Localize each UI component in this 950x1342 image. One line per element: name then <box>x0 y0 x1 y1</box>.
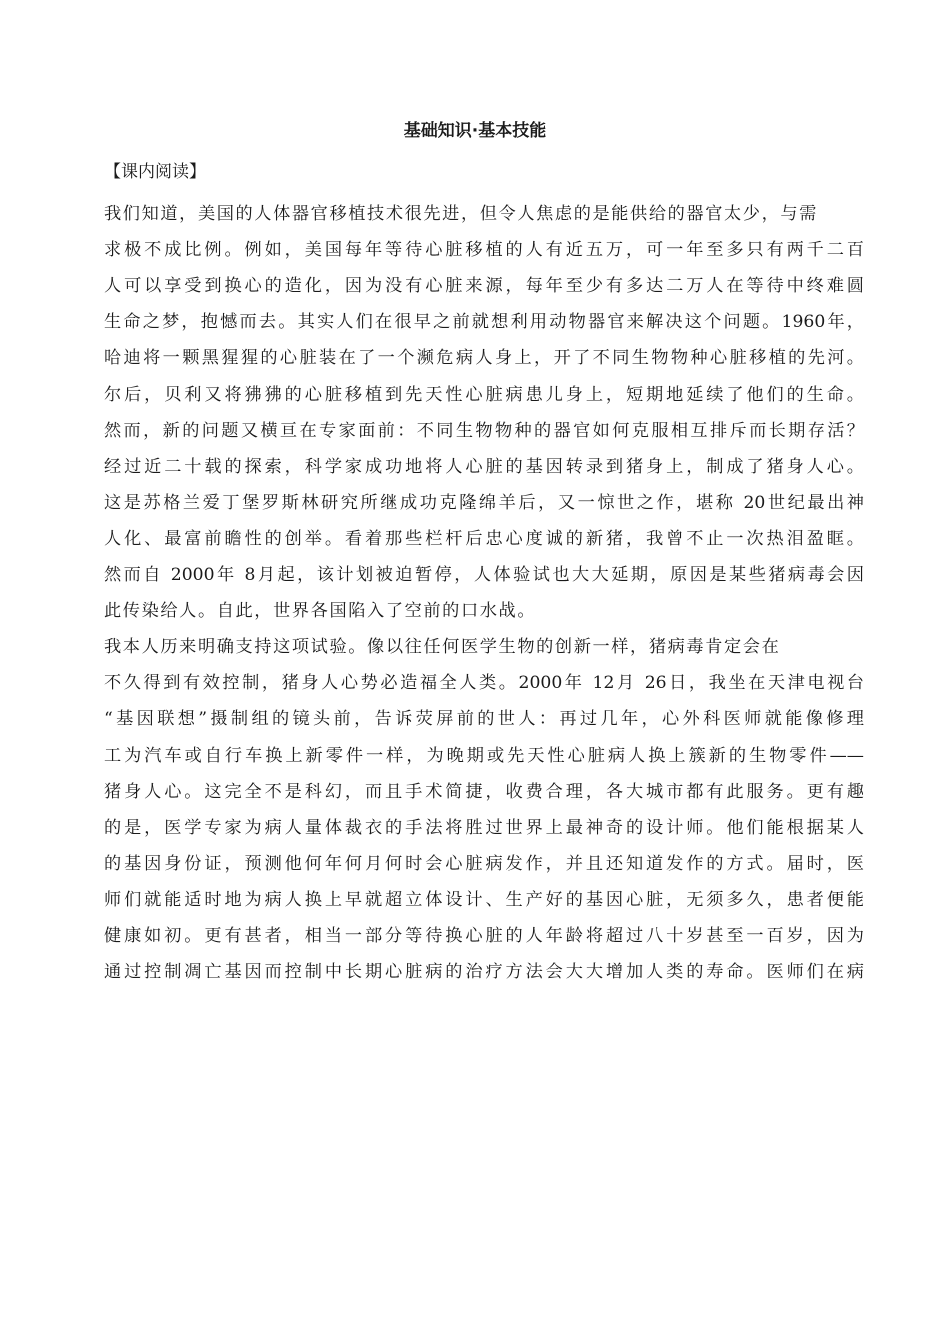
text-line: 人化、最富前瞻性的创举。看着那些栏杆后忠心度诚的新猪，我曾不止一次热泪盈眶。 <box>104 528 864 549</box>
text-line: 我们知道，美国的人体器官移植技术很先进，但令人焦虑的是能供给的器官太少，与需 <box>104 204 818 224</box>
text-line: 这是苏格兰爱丁堡罗斯林研究所继成功克隆绵羊后，又一惊世之作，堪称 20世纪最出神 <box>104 492 864 513</box>
text-line: 求极不成比例。例如，美国每年等待心脏移植的人有近五万，可一年至多只有两千二百 <box>104 240 864 261</box>
text-line: 生命之梦，抱憾而去。其实人们在很早之前就想利用动物器官来解决这个问题。1960年， <box>104 312 864 333</box>
text-line: 尔后，贝利又将狒狒的心脏移植到先天性心脏病患儿身上，短期地延续了他们的生命。 <box>104 384 864 405</box>
text-line: 工为汽车或自行车换上新零件一样，为晚期或先天性心脏病人换上簇新的生物零件—— <box>104 745 864 766</box>
text-line: 师们就能适时地为病人换上早就超立体设计、生产好的基因心脏，无须多久，患者便能 <box>104 889 864 910</box>
text-line: 然而，新的问题又横亘在专家面前：不同生物物种的器官如何克服相互排斥而长期存活？ <box>104 420 864 441</box>
text-line: 哈迪将一颗黑猩猩的心脏装在了一个濒危病人身上，开了不同生物物种心脏移植的先河。 <box>104 348 864 369</box>
text-line: 猪身人心。这完全不是科幻，而且手术简捷，收费合理，各大城市都有此服务。更有趣 <box>104 781 864 802</box>
text-line: 通过控制凋亡基因而控制中长期心脏病的治疗方法会大大增加人类的寿命。医师们在病 <box>104 962 864 983</box>
text-line: 的基因身份证，预测他何年何月何时会心脏病发作，并且还知道发作的方式。届时，医 <box>104 853 864 874</box>
text-line: 的是，医学专家为病人量体裁衣的手法将胜过世界上最神奇的设计师。他们能根据某人 <box>104 817 864 838</box>
section-label: 【课内阅读】 <box>104 162 206 182</box>
document-title: 基础知识·基本技能 <box>403 121 547 141</box>
text-line: 此传染给人。自此，世界各国陷入了空前的口水战。 <box>104 601 537 622</box>
text-line: 不久得到有效控制，猪身人心势必造福全人类。2000年 12月 26日，我坐在天津电视台 <box>104 673 864 694</box>
text-line: 经过近二十载的探索，科学家成功地将人心脏的基因转录到猪身上，制成了猪身人心。 <box>104 456 864 477</box>
text-line: 我本人历来明确支持这项试验。像以往任何医学生物的创新一样，猪病毒肯定会在 <box>104 637 781 658</box>
text-line: 健康如初。更有甚者，相当一部分等待换心脏的人年龄将超过八十岁甚至一百岁，因为 <box>104 926 864 946</box>
text-line: 然而自 2000年 8月起，该计划被迫暂停，人体验试也大大延期，原因是某些猪病毒会因 <box>104 565 864 585</box>
text-line: 人可以享受到换心的造化，因为没有心脏来源，每年至少有多达二万人在等待中终难圆 <box>104 276 864 297</box>
text-line: “基因联想”摄制组的镜头前，告诉荧屏前的世人：再过几年，心外科医师就能像修理 <box>104 709 864 730</box>
